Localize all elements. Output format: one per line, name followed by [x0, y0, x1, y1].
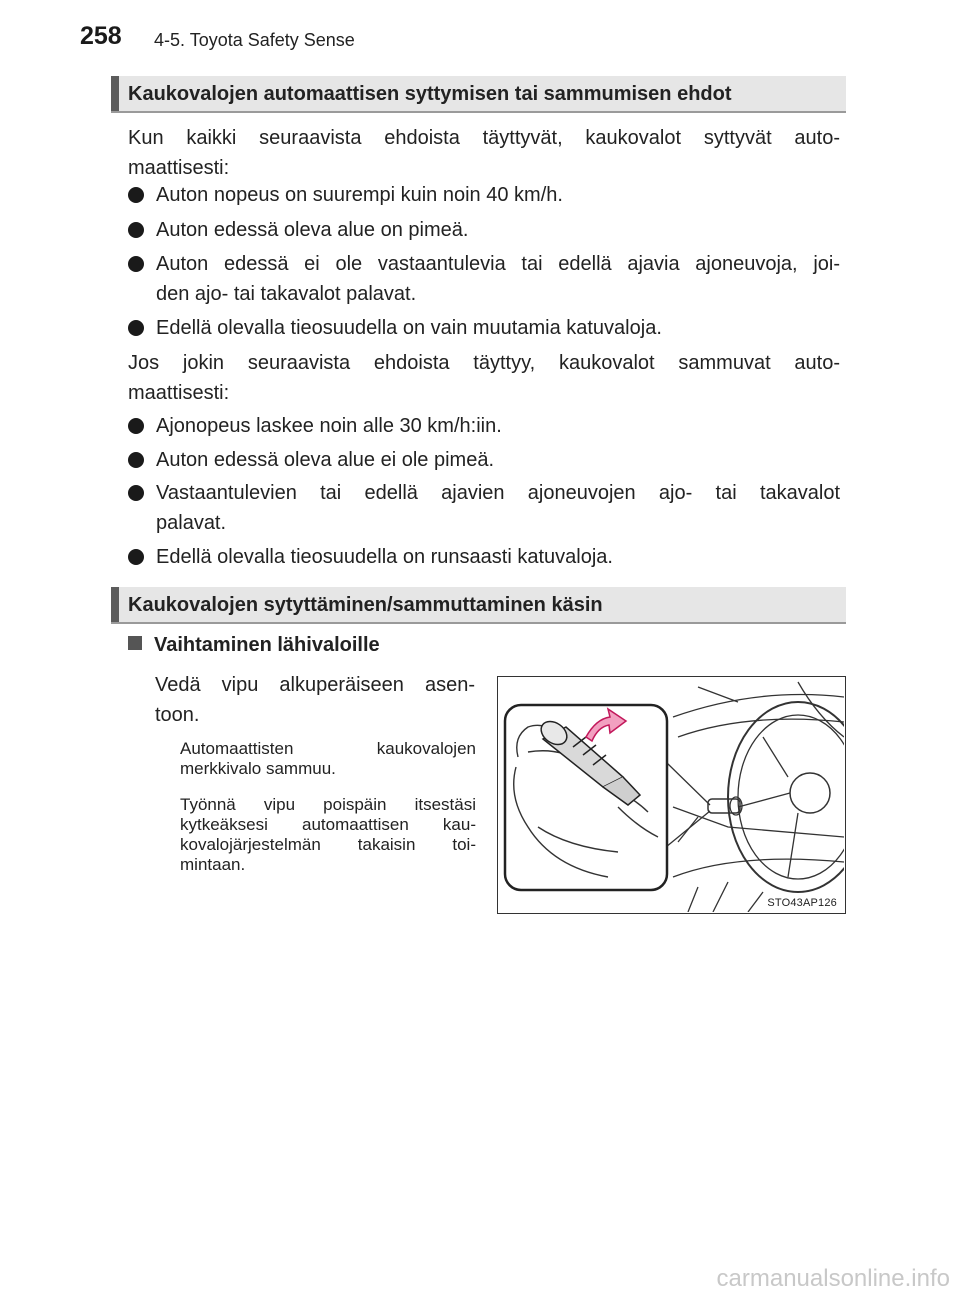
list-item [128, 445, 840, 475]
bullet-icon [128, 549, 144, 565]
list-item-text: Edellä olevalla tieosuudella on runsaasti katuvaloja. [156, 546, 613, 568]
bullet-icon [128, 320, 144, 336]
list-item-text: Auton edessä oleva alue ei ole pimeä. [156, 449, 495, 471]
bullet-icon [128, 187, 144, 203]
list-item-text: palavat. [156, 512, 227, 534]
note-line: kovalojärjestelmän takaisin toi- [180, 835, 476, 854]
bullet-icon [128, 452, 144, 468]
note-reactivate [180, 795, 476, 875]
list-item [128, 478, 840, 538]
section-title: Kaukovalojen sytyttäminen/sammuttaminen käsin [128, 594, 603, 616]
steering-lever-drawing [498, 677, 844, 912]
note-line: Automaattisten kaukovalojen [180, 739, 476, 758]
list-item [128, 180, 840, 210]
intro-paragraph [128, 123, 840, 183]
off-intro-line: maattisesti: [128, 382, 230, 404]
list-item-text: Edellä olevalla tieosuudella on vain muutamia katuvaloja. [156, 317, 662, 339]
chapter-title: 4-5. Toyota Safety Sense [154, 30, 355, 50]
list-item-text: Vastaantulevien tai edellä ajavien ajoneuvojen ajo- tai takavalot [156, 482, 840, 504]
bullet-icon [128, 485, 144, 501]
bullet-icon [128, 256, 144, 272]
off-intro-line: Jos jokin seuraavista ehdoista täyttyy, kaukovalot sammuvat auto- [128, 352, 840, 374]
bullet-icon [128, 418, 144, 434]
lever-illustration [497, 676, 846, 914]
list-item [128, 542, 840, 572]
list-item-text: Ajonopeus laskee noin alle 30 km/h:iin. [156, 415, 502, 437]
figure-code: STO43AP126 [767, 897, 837, 909]
section-header-manual [111, 587, 846, 624]
intro-line: Kun kaikki seuraavista ehdoista täyttyvät, kaukovalot syttyvät auto- [128, 127, 840, 149]
list-item [128, 215, 840, 245]
subheading [128, 634, 380, 657]
note-line: mintaan. [180, 855, 246, 874]
square-bullet-icon [128, 636, 142, 650]
off-intro-paragraph [128, 348, 840, 408]
note-line: kytkeäksesi automaattisen kau- [180, 815, 476, 834]
instruction-paragraph [155, 670, 475, 730]
subheading-text: Vaihtaminen lähivaloille [154, 634, 380, 656]
list-item-text: den ajo- tai takavalot palavat. [156, 283, 417, 305]
instruction-line: Vedä vipu alkuperäiseen asen- [155, 674, 475, 696]
note-indicator [180, 739, 476, 779]
note-line: merkkivalo sammuu. [180, 759, 336, 778]
watermark: carmanualsonline.info [716, 1265, 950, 1292]
list-item [128, 313, 840, 343]
list-item-text: Auton nopeus on suurempi kuin noin 40 km/h. [156, 184, 563, 206]
section-header-automatic-conditions [111, 76, 846, 113]
intro-line: maattisesti: [128, 157, 230, 179]
note-line: Työnnä vipu poispäin itsestäsi [180, 795, 476, 814]
list-item-text: Auton edessä ei ole vastaantulevia tai edellä ajavia ajoneuvoja, joi- [156, 253, 840, 275]
section-header-bar [111, 587, 119, 622]
list-item-text: Auton edessä oleva alue on pimeä. [156, 219, 469, 241]
bullet-icon [128, 222, 144, 238]
section-header-bar [111, 76, 119, 111]
list-item [128, 249, 840, 309]
section-title: Kaukovalojen automaattisen syttymisen tai sammumisen ehdot [128, 83, 732, 105]
page-number: 258 [80, 22, 122, 50]
instruction-line: toon. [155, 704, 200, 726]
list-item [128, 411, 840, 441]
